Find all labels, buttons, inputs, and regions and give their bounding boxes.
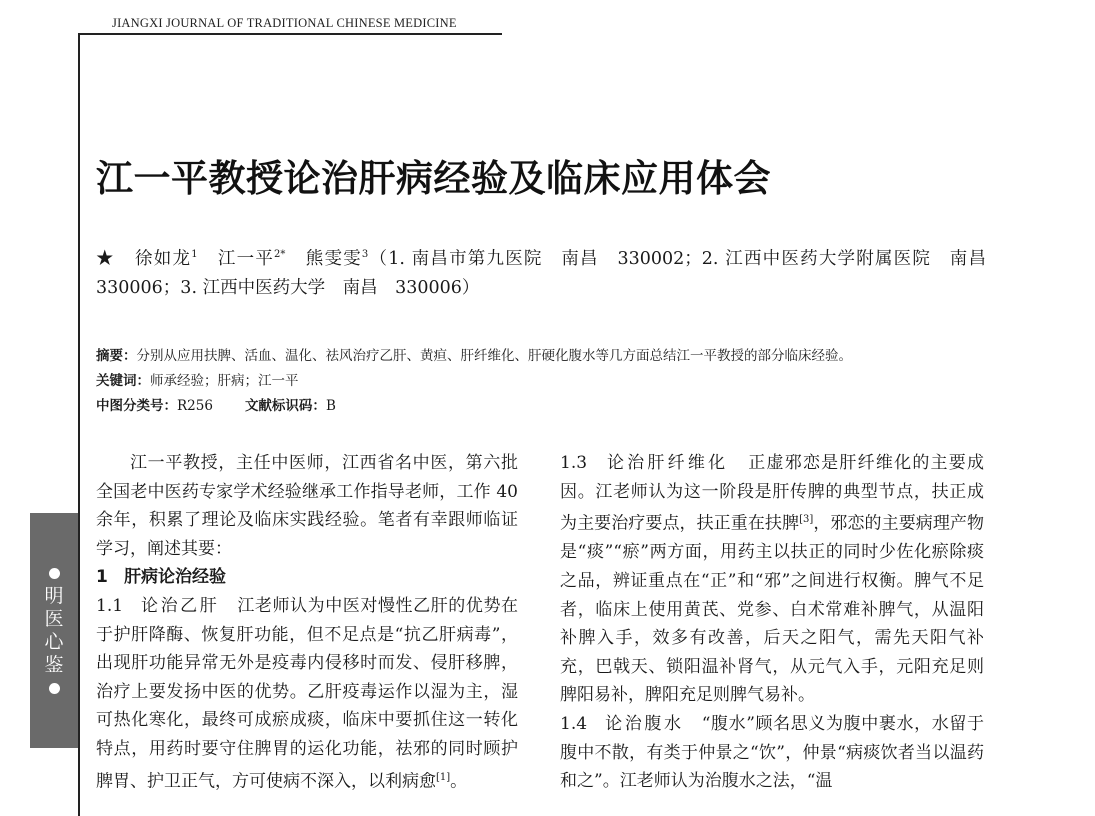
header-rule — [78, 33, 502, 35]
subsection-number: 1.4 — [560, 714, 588, 734]
subsection-text: ，邪恋的主要病理产物是“痰”“瘀”两方面，用药主以扶正的同时少佐化瘀除痰之品，辨证重点在“正”和“邪”之间进行权衡。脾气不足者，临床上使用黄芪、党参、白术常难补脾气，从温阳补脾入手，效多有改善，后天之阳气，需先天阳气补充，巴戟天、锁阳温补肾气，从元气入手，元阳充足则脾阳易补，脾阳充足则脾气易补。 — [560, 513, 985, 706]
margin-rule — [78, 33, 80, 816]
subsection-title: 论治腹水 — [605, 714, 684, 734]
bullet-dot-icon — [49, 683, 60, 694]
author-affil-mark: 3 — [361, 249, 369, 260]
abstract-text: 分别从应用扶脾、活血、温化、祛风治疗乙肝、黄疸、肝纤维化、肝硬化腹水等几方面总结江一平教授的部分临床经验。 — [136, 348, 852, 364]
author-name: 熊雯雯 — [305, 248, 362, 269]
classification-row — [96, 394, 988, 419]
section-title: 肝病论治经验 — [124, 567, 227, 588]
sentence-end: 。 — [450, 771, 468, 792]
keywords-text: 师承经验；肝病；江一平 — [150, 373, 299, 389]
section-heading — [96, 563, 518, 592]
author-affil-mark: 2* — [274, 249, 286, 260]
subsection-paragraph — [96, 592, 518, 796]
subsection-text: 正虚邪恋是肝纤维化的主要成因。江老师认为这一阶段是肝传脾的典型节点，扶正成为主要治疗要点，扶正重在扶脾 — [560, 453, 985, 534]
doc-code-value: B — [325, 398, 336, 414]
subsection-number: 1.3 — [560, 453, 588, 473]
author-affil-mark: 1 — [191, 249, 198, 260]
subsection-text: 江老师认为中医对慢性乙肝的优势在于护肝降酶、恢复肝功能，但不足点是“抗乙肝病毒”，出现肝功能异常无外是疫毒内侵移时而发、侵肝移脾，治疗上要发扬中医的优势。乙肝疫毒运作以湿为主，湿可热化寒化，最终可成瘀成痰，临床中要抓住这一转化特点，用药时要守住脾胃的运化功能，祛邪的同时顾护脾胃、护卫正气，方可使病不深入，以利病愈 — [96, 595, 519, 792]
subsection-paragraph — [560, 449, 984, 710]
paren-open: （ — [368, 248, 389, 269]
citation-mark: [1] — [436, 771, 451, 783]
keywords-row — [96, 369, 988, 394]
subsection-text: “腹水”顾名思义为腹中裹水，水留于腹中不散，有类于仲景之“饮”，仲景“病痰饮者当以温药和之”。江老师认为治腹水之法，“温 — [560, 714, 984, 792]
doc-code-label: 文献标识码： — [244, 398, 326, 414]
subsection-title: 论治乙肝 — [141, 595, 220, 616]
citation-mark: [3] — [799, 514, 814, 526]
clc-value: R256 — [177, 398, 213, 414]
journal-name: JIANGXI JOURNAL OF TRADITIONAL CHINESE MEDICINE — [112, 16, 457, 30]
column-label: 明医心鉴 — [44, 584, 64, 676]
subsection-number: 1.1 — [96, 595, 124, 616]
bullet-dot-icon — [49, 568, 60, 579]
article-title: 江一平教授论治肝病经验及临床应用体会 — [96, 156, 771, 200]
star-icon: ★ — [96, 248, 115, 269]
author-name: 江一平 — [217, 248, 275, 269]
author-name: 徐如龙 — [135, 248, 192, 269]
affiliations: 1. 南昌市第九医院 南昌 330002；2. 江西中医药大学附属医院 南昌 330006；3. 江西中医药大学 南昌 330006 — [96, 248, 1004, 298]
section-number: 1 — [96, 567, 108, 588]
subsection-title: 论治肝纤维化 — [606, 453, 729, 473]
abstract-row — [96, 344, 988, 369]
paren-close: ） — [461, 277, 480, 298]
abstract-block — [96, 344, 988, 419]
author-line — [96, 240, 1004, 303]
abstract-label: 摘要： — [96, 348, 137, 364]
body-column-left — [96, 449, 518, 796]
intro-paragraph: 江一平教授，主任中医师，江西省名中医，第六批全国老中医药专家学术经验继承工作指导老师，工作 40 余年，积累了理论及临床实践经验。笔者有幸跟师临证学习，阐述其要： — [96, 453, 518, 559]
column-side-tab — [30, 513, 78, 748]
clc-label: 中图分类号： — [96, 398, 177, 414]
keywords-label: 关键词： — [96, 373, 150, 389]
subsection-paragraph — [560, 710, 984, 796]
body-column-right — [560, 449, 984, 796]
